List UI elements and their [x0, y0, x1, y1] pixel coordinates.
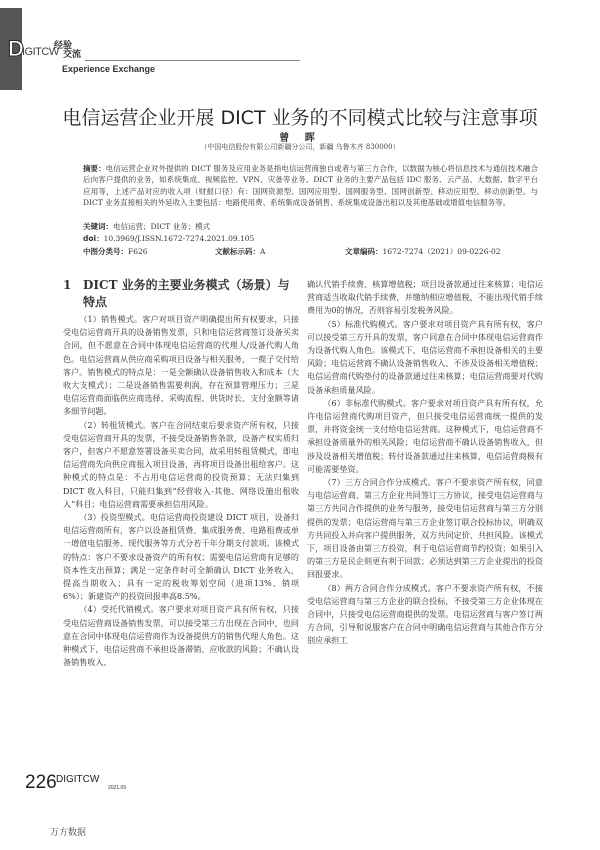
column-label-en: Experience Exchange [62, 64, 156, 74]
logo-word: IGITCW [22, 46, 59, 58]
column-label-cn-2: 交流 [63, 50, 82, 60]
abstract [83, 163, 538, 208]
paragraph-sales-mode: （1）销售模式。客户对项目资产明确提出所有权要求，只接受电信运营商开具的设备销售发票，只和电信运营商签订设备买卖合同，但不愿意在合同中体现电信运营商的代理人/设备代购人角色。电信运营商从供应商采购项目设备与相关服务，一揽子交付给客户。销售模式的特点是：一是全额确认设备销售收入和成本（大收大支模式）；二是设备销售需要利润，存在预算管理压力；三是电信运营商面临供应商选择、采购流程、供货时长、支付金额等诸多细节问题。 [63, 314, 299, 417]
footer-brand: DIGITCW [56, 774, 100, 785]
article-title: 电信运营企业开展 DICT 业务的不同模式比较与注意事项 [62, 107, 538, 129]
section-heading [63, 277, 299, 311]
paragraph-standard-purchase-mode: （5）标准代购模式。客户要求对项目资产具有所有权，客户可以接受第三方开具的发票，客户同意在合同中体现电信运营商作为设备代购人角色。该模式下，电信运营商不承担设备相关的主要风险；电信运营商不确认设备销售收入、不涉及设备相关增值税；电信运营商代购垫付的设备款通过往来核算；电信运营商要对代购设备承担质量风险。 [307, 318, 543, 395]
article-no-value: 1672-7274（2021）09-0226-02 [382, 247, 501, 256]
section-title-line-2: 特点 [83, 295, 108, 309]
article-affiliation: （中国电信股份有限公司新疆分公司，新疆 乌鲁木齐 830000） [200, 143, 400, 151]
classification-row [83, 246, 543, 257]
header-divider [85, 60, 300, 61]
clc-value: F626 [128, 247, 148, 256]
keywords-label: 关键词： [83, 222, 113, 231]
section-title-line-1: DICT 业务的主要业务模式（场景）与 [83, 278, 290, 292]
keywords-row [83, 221, 210, 232]
paragraph-bipartite-mode: （8）两方合同合作分成模式。客户不要求资产所有权，不接受电信运营商与第三方企业的联合投标，不接受第三方企业体现在合同中，只接受电信运营商提供的发票。电信运营商与客户签订两方合同，引导和说服客户在合同中明确电信运营商与其他合作方分别应承担工 [307, 582, 543, 646]
paragraph-tripartite-mode: （7）三方合同合作分成模式。客户不要求资产所有权，同意与电信运营商、第三方企业共同签订三方协议，接受电信运营商与第三方共同合作提供的业务与服务，接受电信运营商与第三方分别提供的发票；电信运营商与第三方企业签订联合投标协议，明确双方共同投入并向客户提供服务，双方共同定价、共担风险。该模式下，项目设备由第三方投资，利于电信运营商节约投资；如果引入的第三方是民企则更有利于回款；必须达到第三方企业提出的投资回报要求。 [307, 477, 543, 580]
paragraph-nonstandard-purchase-mode: （6）非标准代购模式。客户要求对项目资产具有所有权，允许电信运营商代购项目资产，但只接受电信运营商统一提供的发票，并将资金统一支付给电信运营商。这种模式下，电信运营商不承担设备质量外的相关风险；电信运营商不确认设备销售收入，但涉及设备相关增值税；转付设备款通过往来核算，电信运营商极有可能需要垫资。 [307, 397, 543, 474]
body-column-left [63, 277, 299, 669]
watermark: 万方数据 [50, 828, 87, 838]
body-column-right [307, 278, 543, 648]
paragraph-consignment-mode: （4）受托代销模式。客户要求对项目资产具有所有权，只接受电信运营商设备销售发票，可以接受第三方出现在合同中，也同意在合同中体现电信运营商作为设备提供方的销售代理人角色。这种模式下，电信运营商不承担设备滞销、应收款的风险；不确认设备销售收入、 [63, 604, 299, 668]
paragraph-sublease-mode: （2）转租赁模式。客户在合同结束后要求资产所有权，只接受电信运营商开具的发票，不接受设备销售条款，设备产权实质归客户，但客户不愿意签署设备买卖合同，故采用转租赁模式，即电信运营商先向供应商租入项目设备，再将项目设备出租给客户。这种模式的特点是：不占用电信运营商的投资预算；无法归集到 DICT 收入科目，只能归集到“经营收入-其他、网络设施出租收入”科目；电信运营商需要承担信用风险。 [63, 419, 299, 509]
doi-value: 10.3969/J.ISSN.1672-7274.2021.09.105 [103, 234, 255, 243]
doc-code-label: 文献标示码： [215, 247, 260, 256]
abstract-label: 摘要： [83, 164, 106, 173]
section-number: 1 [63, 278, 72, 292]
abstract-text: 电信运营企业对外提供的 DICT 服务及应用业务是指电信运营商独自或者与第三方合作，以数据为核心将信息技术与通信技术融合后向客户提供的业务，如系统集成、视频监控、VPN、灾备等业务。DICT 业务的主要产品包括 IDC 服务、云产品、大数据、数字平台应用等，上述产品对应的收入项（财报口径）有：国网资源型、国网应用型、国网服务型、国网创新型、移动应用型、移动创新型。与 DICT 业务直接相关的外延收入主要包括：电路使用费、系统集成设备销售、系统集成设备出租以及其他基础或增值电信服务等。 [83, 164, 538, 207]
article-no-label: 文章编码： [345, 247, 383, 256]
page-number: 226 [25, 772, 57, 793]
paragraph-investment-mode: （3）投资型模式。电信运营商投资建设 DICT 项目，设备归电信运营商所有，客户以设备租赁费、集成服务费、电路租费或单一增值电信服务、现代服务等方式分若干年分期支付款项。该模式的特点：客户不要求设备资产的所有权；需要电信运营商有足够的资本性支出预算；满足一定条件时可全额确认 DICT 业务收入，提高当期收入；具有一定的税收筹划空间（进项13%、销项6%）；新建资产的投资回报率高8.5%。 [63, 512, 299, 602]
footer-issue: 2021.09 [108, 785, 127, 791]
doi-label: doi： [83, 234, 104, 243]
article-author: 曾 晖 [279, 133, 321, 144]
clc-label: 中图分类号： [83, 247, 128, 256]
logo-letter: D [8, 36, 24, 61]
column-label-cn-1: 经验 [54, 41, 73, 51]
doc-code-value: A [260, 247, 266, 256]
doi-row [83, 233, 254, 244]
keywords-value: 电信运营；DICT 业务；模式 [113, 222, 211, 231]
paragraph-continuation: 确认代销手续费、核算增值税；项目设备款通过往来核算；电信运营商适当收取代销手续费，并缴纳相应增值税，不能出现代销手续费用为0的情况，否则容易引发税务风险。 [307, 279, 543, 316]
